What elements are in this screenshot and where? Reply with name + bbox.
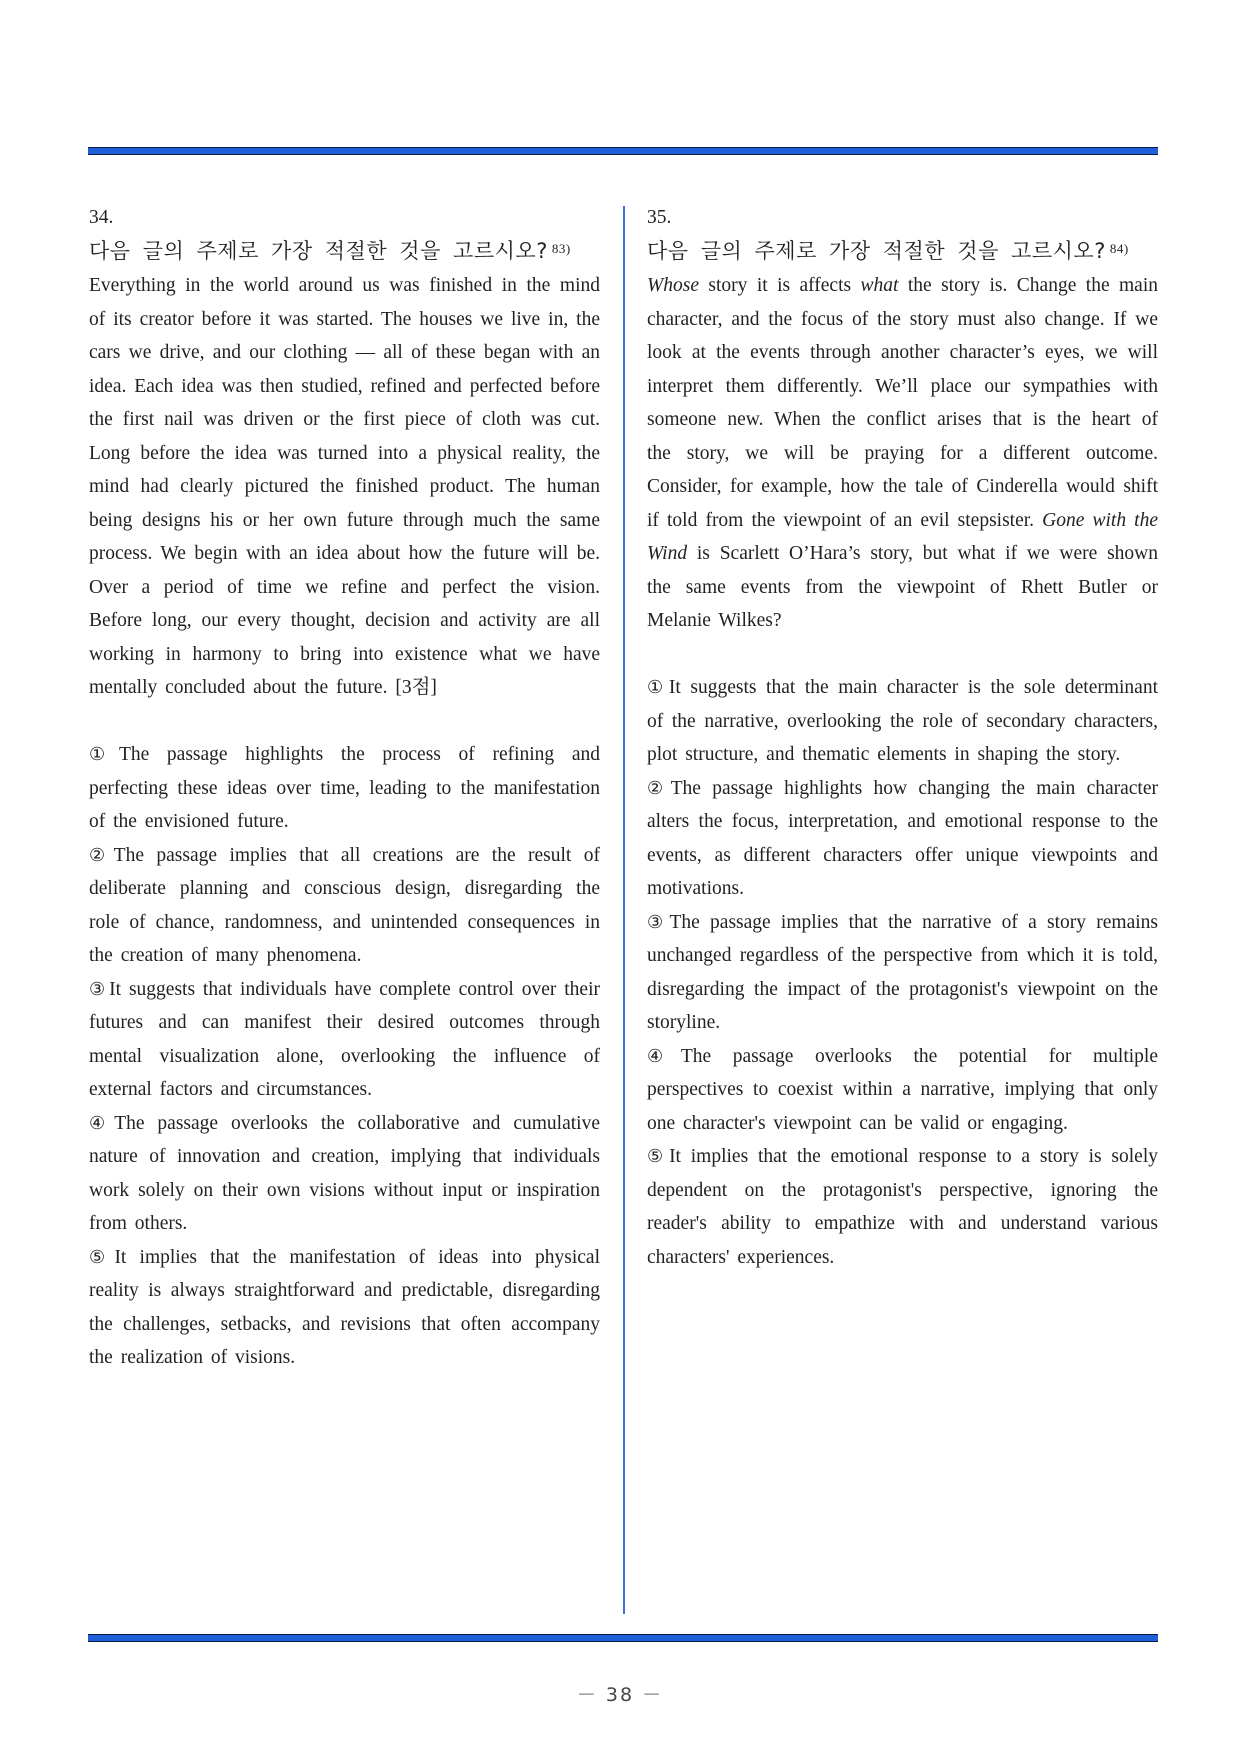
option-text: The passage highlights how changing the main character alters the focus, interpretation, and emotional response to the events, as different characters offer unique viewpoints and motivations. xyxy=(647,777,1158,899)
option-3[interactable] xyxy=(647,906,1158,1040)
option-4[interactable] xyxy=(89,1107,600,1241)
option-marker: ② xyxy=(647,777,667,799)
option-1[interactable] xyxy=(89,738,600,839)
option-marker: ④ xyxy=(89,1112,111,1134)
option-5[interactable] xyxy=(647,1140,1158,1274)
passage: Everything in the world around us was finished in the mind of its creator before it was started. The houses we live in, the cars we drive, and our clothing — all of these began with an idea. Each idea was then studied, refined and perfected before the first nail was driven or the first piece of cloth was cut. Long before the idea was turned into a physical reality, the mind had clearly pictured the finished product. The human being designs his or her own future through much the same process. We begin with an idea about how the future will be. Over a period of time we refine and perfect the vision. Before long, our every thought, decision and activity are all working in harmony to bring into existence what we have mentally concluded about the future. [3점] xyxy=(89,275,600,698)
answer-options xyxy=(89,738,600,1375)
question-number: 34. xyxy=(89,207,114,228)
footer-rule xyxy=(88,1634,1158,1642)
question-prompt-text: 다음 글의 주제로 가장 적절한 것을 고르시오? xyxy=(647,239,1106,263)
answer-options xyxy=(647,671,1158,1274)
passage-text: story it is affects xyxy=(699,275,861,296)
option-marker: ① xyxy=(89,744,115,765)
option-1[interactable] xyxy=(647,671,1158,772)
question-prompt xyxy=(647,233,1158,267)
option-text: It suggests that the main character is the sole determinant of the narrative, overlooking the role of secondary characters, plot structure, and thematic elements in shaping the story. xyxy=(647,677,1159,765)
footnote-ref: 83) xyxy=(551,241,571,256)
option-3[interactable] xyxy=(89,973,600,1107)
option-text: It implies that the manifestation of ideas into physical reality is always straightforward and predictable, disregarding the challenges, setbacks, and revisions that often accompany the realization of visions. xyxy=(89,1246,600,1368)
option-text: The passage highlights the process of refining and perfecting these ideas over time, leading to the manifestation of the envisioned future. xyxy=(89,744,600,832)
passage-italic: what xyxy=(860,275,899,296)
option-4[interactable] xyxy=(647,1040,1158,1141)
option-text: The passage overlooks the potential for multiple perspectives to coexist within a narrative, implying that only one character's viewpoint can be valid or engaging. xyxy=(647,1045,1159,1134)
question-number: 35. xyxy=(647,207,672,228)
option-marker: ② xyxy=(89,844,110,866)
footnote-ref: 84) xyxy=(1109,241,1129,256)
option-marker: ① xyxy=(647,677,665,698)
passage-text: the story is. Change the main character, and the focus of the story must also change. If we look at the events through another character’s eyes, we will interpret them differently. We’ll place our sympathies with someone new. When the conflict arises that is the heart of the story, we will be praying for a different outcome. Consider, for example, how the tale of Cinderella would shift if told from the viewpoint of an evil stepsister. xyxy=(647,275,1158,531)
option-marker: ③ xyxy=(89,978,106,1000)
option-marker: ④ xyxy=(647,1045,677,1067)
question-35 xyxy=(647,203,1158,1274)
option-2[interactable] xyxy=(89,839,600,973)
passage-text: is Scarlett O’Hara’s story, but what if we were shown the same events from the viewpoint of Rhett Butler or Melanie Wilkes? xyxy=(647,543,1158,631)
header-rule xyxy=(88,147,1158,155)
question-34 xyxy=(89,203,600,1375)
option-marker: ⑤ xyxy=(89,1246,111,1268)
option-text: The passage overlooks the collaborative and cumulative nature of innovation and creation, implying that individuals work solely on their own visions without input or inspiration from others. xyxy=(89,1112,600,1234)
option-text: It suggests that individuals have complete control over their futures and can manifest their desired outcomes through mental visualization alone, overlooking the influence of external factors and circumstances. xyxy=(89,978,600,1100)
column-divider xyxy=(623,206,625,1614)
passage xyxy=(647,269,1158,638)
option-text: The passage implies that the narrative of a story remains unchanged regardless of the perspective from which it is told, disregarding the impact of the protagonist's viewpoint on the storyline. xyxy=(647,911,1158,1033)
passage-italic: Whose xyxy=(647,275,699,296)
page-number: － 38 － xyxy=(576,1684,664,1706)
question-prompt-text: 다음 글의 주제로 가장 적절한 것을 고르시오? xyxy=(89,239,548,263)
question-prompt xyxy=(89,233,600,267)
option-text: The passage implies that all creations are the result of deliberate planning and conscious design, disregarding the role of chance, randomness, and unintended consequences in the creation of many phenomena. xyxy=(89,844,600,966)
option-text: It implies that the emotional response to a story is solely dependent on the protagonist's perspective, ignoring the reader's ability to empathize with and understand various characters' experiences. xyxy=(647,1146,1158,1268)
option-marker: ③ xyxy=(647,911,666,933)
option-2[interactable] xyxy=(647,772,1158,906)
option-5[interactable] xyxy=(89,1241,600,1375)
option-marker: ⑤ xyxy=(647,1146,666,1167)
passage-italic-title: Gone with the Wind xyxy=(647,509,1158,564)
